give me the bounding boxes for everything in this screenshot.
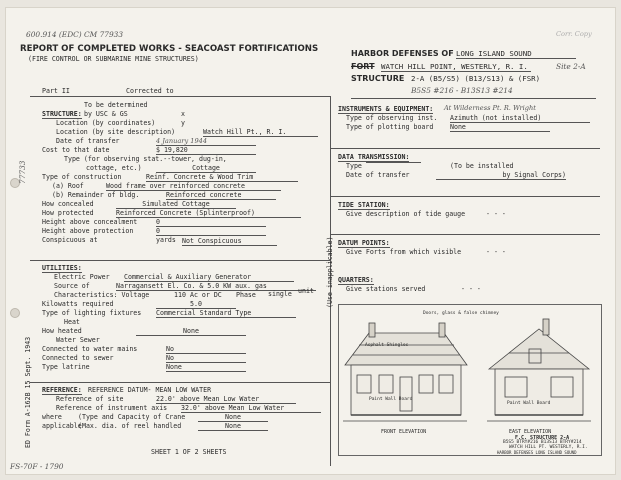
crane-label: (Type and Capacity of Crane bbox=[78, 413, 186, 421]
kilowatts-value: 5.0 bbox=[156, 300, 236, 309]
water-sewer-label: Water Sewer bbox=[56, 336, 100, 344]
latrine-label: Type latrine bbox=[42, 363, 90, 371]
handwritten-corner-note: Corr. Copy bbox=[556, 30, 592, 38]
to-be-determined-note: To be determined bbox=[84, 101, 148, 109]
electric-power-label: Electric Power bbox=[54, 273, 110, 281]
plotting-label: Type of plotting board bbox=[346, 123, 434, 131]
transmission-type-value: (To be installed bbox=[450, 162, 514, 170]
type-observing-label: Type (for observing stat.--tower, dug-in, bbox=[64, 155, 227, 163]
front-elevation-label: FRONT ELEVATION bbox=[381, 429, 427, 435]
lighting-label: Type of lighting fixtures bbox=[42, 309, 142, 317]
structure-designation: 2-A (B5/S5) (B13/S13) & (FSR) bbox=[411, 74, 541, 83]
observing-label: Type of observing inst. bbox=[346, 114, 438, 122]
sewer-label: Connected to sewer bbox=[42, 354, 114, 362]
datum-points-description: Give Forts from which visible bbox=[346, 248, 462, 256]
concealed-label: How concealed bbox=[42, 200, 94, 208]
reference-site-label: Reference of site bbox=[56, 395, 124, 403]
datum-points-value: - - - bbox=[486, 248, 506, 256]
transmission-label: DATA TRANSMISSION: bbox=[338, 153, 410, 161]
phase-value: single bbox=[268, 290, 292, 298]
utilities-label: UTILITIES: bbox=[42, 264, 82, 272]
construction-label: Type of construction bbox=[42, 173, 122, 181]
survey-note: by USC & GS bbox=[84, 110, 128, 118]
front-roof bbox=[345, 333, 467, 365]
east-chimney bbox=[543, 319, 549, 335]
structure-label: STRUCTURE bbox=[351, 74, 405, 83]
height-concealment-label: Height above concealment bbox=[42, 218, 138, 226]
reference-site-value: 22.0' above Mean Low Water bbox=[156, 395, 296, 404]
quarters-description: Give stations served bbox=[346, 285, 426, 293]
observing-value: Azimuth (not installed) bbox=[450, 114, 590, 123]
tide-station-label: TIDE STATION: bbox=[338, 201, 390, 209]
punch-hole bbox=[10, 308, 20, 318]
drawing-note: Paint Wall Board bbox=[507, 401, 551, 406]
location-site-value: Watch Hill Pt., R. I. bbox=[203, 128, 318, 137]
harbor-value: LONG ISLAND SOUND bbox=[456, 49, 576, 59]
harbor-label: HARBOR DEFENSES OF bbox=[351, 49, 454, 58]
lighting-value: Commercial Standard Type bbox=[156, 309, 296, 318]
east-elevation-label: EAST ELEVATION bbox=[509, 429, 552, 435]
drawing-note: Asphalt Shingles bbox=[365, 343, 409, 348]
datum-points-label: DATUM POINTS: bbox=[338, 239, 390, 247]
height-protection-label: Height above protection bbox=[42, 227, 134, 235]
remainder-value: Reinforced concrete bbox=[166, 191, 276, 200]
caption-structure: F.C. STRUCTURE 2-A bbox=[515, 435, 570, 441]
cost-label: Cost to that date bbox=[42, 146, 110, 154]
corrected-to-label: Corrected to bbox=[126, 87, 174, 95]
reference-axis-label: Reference of instrument axis bbox=[56, 404, 168, 412]
how-heated-label: How heated bbox=[42, 327, 82, 335]
applicable-label: applicable bbox=[42, 422, 82, 430]
conspicuous-value: Not Conspicuous bbox=[182, 237, 277, 246]
voltage-value: 110 bbox=[174, 291, 186, 299]
plotting-value: None bbox=[450, 123, 550, 132]
crane-value: None bbox=[198, 413, 268, 422]
remainder-label: (b) Remainder of bldg. bbox=[52, 191, 140, 199]
electric-power-value: Commercial & Auxiliary Generator bbox=[124, 273, 294, 282]
elevation-drawing bbox=[338, 304, 602, 456]
sheet-footer: SHEET 1 OF 2 SHEETS bbox=[151, 448, 227, 456]
reel-value: None bbox=[198, 422, 268, 431]
date-transfer-value: 4 January 1944 bbox=[156, 137, 256, 146]
report-sheet bbox=[6, 8, 615, 474]
structure-section-label: STRUCTURE: bbox=[42, 110, 82, 118]
front-chimney-left bbox=[369, 323, 375, 337]
structure-battery-numbers: B5S5 #216 - B13S13 #214 bbox=[411, 86, 513, 95]
drawing-note: Paint Wall Board bbox=[369, 397, 413, 402]
transmission-type-label: Type bbox=[346, 162, 362, 170]
water-mains-value: No bbox=[166, 345, 246, 354]
source-value: Narragansett El. Co. & 5.0 KW aux. gas bbox=[116, 282, 316, 291]
front-wall bbox=[351, 365, 461, 415]
protected-value: Reinforced Concrete (Splinterproof) bbox=[116, 209, 301, 218]
fort-site-note: Site 2-A bbox=[556, 62, 586, 71]
handwritten-file-number: 600.914 (EDC) CM 77933 bbox=[26, 30, 124, 39]
coordinate-y: y bbox=[181, 119, 185, 127]
cottage-value: Cottage bbox=[156, 164, 256, 173]
protected-label: How protected bbox=[42, 209, 94, 217]
side-file-number: 77733 bbox=[18, 160, 27, 184]
date-transfer-label: Date of transfer bbox=[56, 137, 120, 145]
reference-label: REFERENCE: bbox=[42, 386, 82, 394]
construction-value: Reinf. Concrete & Wood Trim bbox=[146, 173, 298, 182]
cottage-etc-label: cottage, etc.) bbox=[86, 164, 142, 172]
phase-label: Phase bbox=[236, 291, 256, 299]
caption-location: WATCH HILL PT. WESTERLY, R.I. bbox=[509, 445, 588, 450]
roof-label: (a) Roof bbox=[52, 182, 84, 190]
report-title: REPORT OF COMPLETED WORKS - SEACOAST FORTIFICATIONS bbox=[20, 44, 319, 54]
ac-dc-label: Ac or DC bbox=[190, 291, 222, 299]
caption-batteries: B5S5 BTRY#216 B13S13 BTRY#214 bbox=[503, 440, 582, 445]
where-label: where bbox=[42, 413, 62, 421]
form-number: ED Form A-162B 15 Sept. 1943 bbox=[24, 336, 32, 448]
reel-label: (Max. dia. of reel handled bbox=[78, 422, 182, 430]
tide-value: - - - bbox=[486, 210, 506, 218]
source-label: Source of bbox=[54, 282, 90, 290]
latrine-value: None bbox=[166, 363, 246, 372]
cost-value: $ 19,820 bbox=[156, 146, 256, 155]
instruments-label: INSTRUMENTS & EQUIPMENT: bbox=[338, 105, 434, 113]
reference-datum: REFERENCE DATUM- MEAN LOW WATER bbox=[88, 386, 212, 394]
how-heated-value: None bbox=[136, 327, 246, 336]
roof-value: Wood frame over reinforced concrete bbox=[106, 182, 281, 191]
east-wall bbox=[495, 369, 583, 415]
drawing-note: Doors, glass & false chimney bbox=[423, 311, 499, 316]
location-coords-label: Location (by coordinates) bbox=[56, 119, 156, 127]
height-protection-value: 0 bbox=[156, 227, 266, 236]
caption-harbor: HARBOR DEFENSES LONG ISLAND SOUND bbox=[497, 450, 577, 455]
coordinate-x: x bbox=[181, 110, 185, 118]
location-site-label: Location (by site description) bbox=[56, 128, 176, 136]
instruments-handnote: At Wilderness Pt. R. Wright bbox=[444, 104, 536, 112]
fort-value: WATCH HILL POINT, WESTERLY, R. I. bbox=[381, 62, 531, 72]
quarters-value: - - - bbox=[461, 285, 481, 293]
conspicuous-label: Conspicuous at bbox=[42, 236, 98, 244]
reference-axis-value: 32.0' above Mean Low Water bbox=[181, 404, 321, 413]
tide-description-label: Give description of tide gauge bbox=[346, 210, 466, 218]
transmission-date-label: Date of transfer bbox=[346, 171, 410, 179]
handwritten-footer: FS-70F - 1790 bbox=[10, 462, 64, 471]
part-label: Part II bbox=[42, 87, 70, 95]
water-mains-label: Connected to water mains bbox=[42, 345, 138, 353]
heat-label: Heat bbox=[64, 318, 80, 326]
elevation-sketch bbox=[339, 305, 601, 455]
kilowatts-label: Kilowatts required bbox=[42, 300, 114, 308]
quarters-label: QUARTERS: bbox=[338, 276, 374, 284]
report-subtitle: (FIRE CONTROL OR SUBMARINE MINE STRUCTURES) bbox=[28, 55, 199, 63]
transmission-date-value: by Signal Corps) bbox=[436, 171, 566, 180]
unit-label: unit bbox=[298, 287, 314, 295]
concealed-value: Simulated Cottage bbox=[116, 200, 236, 209]
sewer-value: No bbox=[166, 354, 246, 363]
front-chimney-right bbox=[439, 323, 445, 337]
characteristics-label: Characteristics: Voltage bbox=[54, 291, 150, 299]
fort-label: FORT bbox=[351, 62, 375, 71]
height-concealment-value: 0 bbox=[156, 218, 266, 227]
applicable-side-note: (Use inapplicable) bbox=[326, 236, 334, 308]
conspicuous-yards-label: yards bbox=[156, 236, 176, 244]
